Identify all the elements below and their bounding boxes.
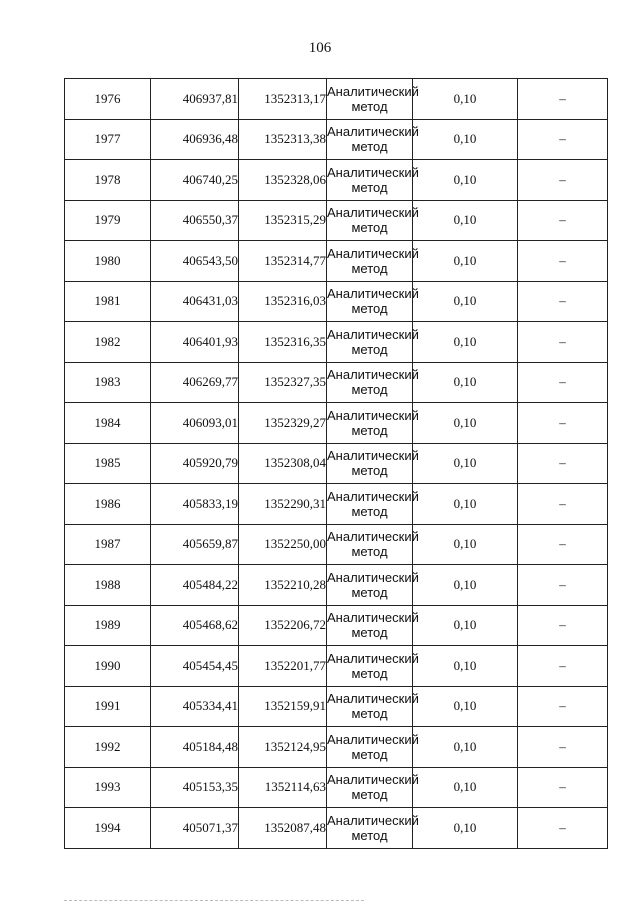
method-cell: [327, 524, 419, 565]
note-cell: –: [518, 524, 608, 565]
method-label-line1: Аналитический: [327, 407, 419, 423]
method-cell: [327, 160, 419, 201]
method-cell: [327, 403, 419, 444]
x-coordinate-cell: 406401,93: [151, 322, 239, 363]
table-row: [65, 403, 608, 444]
point-number-cell: 1989: [65, 605, 151, 646]
note-cell: –: [518, 484, 608, 525]
method-label-line2: метод: [351, 787, 388, 803]
note-cell: –: [518, 322, 608, 363]
method-label-line1: Аналитический: [327, 245, 419, 261]
point-number-cell: 1992: [65, 727, 151, 768]
y-coordinate-cell: 1352316,35: [239, 322, 327, 363]
point-number-cell: 1987: [65, 524, 151, 565]
note-cell: –: [518, 119, 608, 160]
accuracy-cell: 0,10: [413, 808, 518, 849]
method-cell: [327, 605, 419, 646]
table-row: [65, 686, 608, 727]
method-label-line1: Аналитический: [327, 488, 419, 504]
accuracy-cell: 0,10: [413, 241, 518, 282]
method-label-line1: Аналитический: [327, 83, 419, 99]
method-label-line2: метод: [351, 827, 388, 843]
accuracy-cell: 0,10: [413, 403, 518, 444]
x-coordinate-cell: 406269,77: [151, 362, 239, 403]
method-label-line2: метод: [351, 544, 388, 560]
point-number-cell: 1981: [65, 281, 151, 322]
point-number-cell: 1980: [65, 241, 151, 282]
method-label-line2: метод: [351, 98, 388, 114]
point-number-cell: 1983: [65, 362, 151, 403]
method-label-line1: Аналитический: [327, 205, 419, 221]
note-cell: –: [518, 362, 608, 403]
method-cell: [327, 443, 419, 484]
accuracy-cell: 0,10: [413, 322, 518, 363]
x-coordinate-cell: 406550,37: [151, 200, 239, 241]
x-coordinate-cell: 406937,81: [151, 79, 239, 120]
point-number-cell: 1991: [65, 686, 151, 727]
accuracy-cell: 0,10: [413, 565, 518, 606]
table-row: [65, 362, 608, 403]
method-label-line1: Аналитический: [327, 772, 419, 788]
scan-edge-line: [64, 900, 364, 902]
accuracy-cell: 0,10: [413, 767, 518, 808]
method-label-line1: Аналитический: [327, 610, 419, 626]
point-number-cell: 1985: [65, 443, 151, 484]
note-cell: –: [518, 646, 608, 687]
table-row: [65, 119, 608, 160]
method-label-line1: Аналитический: [327, 286, 419, 302]
table-row: [65, 241, 608, 282]
note-cell: –: [518, 443, 608, 484]
point-number-cell: 1986: [65, 484, 151, 525]
method-label-line1: Аналитический: [327, 691, 419, 707]
accuracy-cell: 0,10: [413, 727, 518, 768]
x-coordinate-cell: 405833,19: [151, 484, 239, 525]
x-coordinate-cell: 406740,25: [151, 160, 239, 201]
method-label-line2: метод: [351, 625, 388, 641]
x-coordinate-cell: 405153,35: [151, 767, 239, 808]
method-cell: [327, 119, 419, 160]
x-coordinate-cell: 405920,79: [151, 443, 239, 484]
y-coordinate-cell: 1352316,03: [239, 281, 327, 322]
method-label-line1: Аналитический: [327, 650, 419, 666]
note-cell: –: [518, 200, 608, 241]
method-cell: [327, 808, 419, 849]
point-number-cell: 1976: [65, 79, 151, 120]
y-coordinate-cell: 1352315,29: [239, 200, 327, 241]
method-cell: [327, 484, 419, 525]
method-cell: [327, 565, 419, 606]
point-number-cell: 1993: [65, 767, 151, 808]
method-label-line1: Аналитический: [327, 812, 419, 828]
y-coordinate-cell: 1352313,17: [239, 79, 327, 120]
method-cell: [327, 727, 419, 768]
note-cell: –: [518, 605, 608, 646]
note-cell: –: [518, 808, 608, 849]
note-cell: –: [518, 403, 608, 444]
accuracy-cell: 0,10: [413, 686, 518, 727]
method-label-line1: Аналитический: [327, 124, 419, 140]
method-label-line2: метод: [351, 260, 388, 276]
method-label-line2: метод: [351, 220, 388, 236]
point-number-cell: 1978: [65, 160, 151, 201]
y-coordinate-cell: 1352308,04: [239, 443, 327, 484]
method-cell: [327, 200, 419, 241]
x-coordinate-cell: 405184,48: [151, 727, 239, 768]
note-cell: –: [518, 767, 608, 808]
note-cell: –: [518, 241, 608, 282]
method-cell: [327, 322, 419, 363]
x-coordinate-cell: 405484,22: [151, 565, 239, 606]
table-row: [65, 727, 608, 768]
accuracy-cell: 0,10: [413, 79, 518, 120]
y-coordinate-cell: 1352206,72: [239, 605, 327, 646]
table-row: [65, 79, 608, 120]
method-label-line1: Аналитический: [327, 529, 419, 545]
table-row: [65, 322, 608, 363]
x-coordinate-cell: 405659,87: [151, 524, 239, 565]
method-label-line2: метод: [351, 422, 388, 438]
point-number-cell: 1990: [65, 646, 151, 687]
page-number: 106: [308, 40, 332, 56]
x-coordinate-cell: 406936,48: [151, 119, 239, 160]
y-coordinate-cell: 1352201,77: [239, 646, 327, 687]
table-row: [65, 524, 608, 565]
method-cell: [327, 362, 419, 403]
y-coordinate-cell: 1352124,95: [239, 727, 327, 768]
method-label-line1: Аналитический: [327, 731, 419, 747]
method-label-line2: метод: [351, 179, 388, 195]
accuracy-cell: 0,10: [413, 119, 518, 160]
method-label-line2: метод: [351, 503, 388, 519]
method-cell: [327, 241, 419, 282]
method-label-line2: метод: [351, 463, 388, 479]
y-coordinate-cell: 1352329,27: [239, 403, 327, 444]
y-coordinate-cell: 1352290,31: [239, 484, 327, 525]
coordinates-table-container: [64, 78, 607, 849]
accuracy-cell: 0,10: [413, 200, 518, 241]
accuracy-cell: 0,10: [413, 605, 518, 646]
table-row: [65, 200, 608, 241]
y-coordinate-cell: 1352250,00: [239, 524, 327, 565]
method-label-line1: Аналитический: [327, 569, 419, 585]
x-coordinate-cell: 406543,50: [151, 241, 239, 282]
method-label-line1: Аналитический: [327, 164, 419, 180]
accuracy-cell: 0,10: [413, 524, 518, 565]
x-coordinate-cell: 406093,01: [151, 403, 239, 444]
method-cell: [327, 281, 419, 322]
y-coordinate-cell: 1352210,28: [239, 565, 327, 606]
point-number-cell: 1994: [65, 808, 151, 849]
table-row: [65, 281, 608, 322]
point-number-cell: 1977: [65, 119, 151, 160]
note-cell: –: [518, 160, 608, 201]
point-number-cell: 1988: [65, 565, 151, 606]
table-body: [65, 79, 608, 849]
method-label-line2: метод: [351, 746, 388, 762]
y-coordinate-cell: 1352087,48: [239, 808, 327, 849]
table-row: [65, 808, 608, 849]
note-cell: –: [518, 79, 608, 120]
accuracy-cell: 0,10: [413, 160, 518, 201]
point-number-cell: 1982: [65, 322, 151, 363]
method-label-line2: метод: [351, 584, 388, 600]
note-cell: –: [518, 281, 608, 322]
method-label-line2: метод: [351, 139, 388, 155]
y-coordinate-cell: 1352314,77: [239, 241, 327, 282]
point-number-cell: 1979: [65, 200, 151, 241]
x-coordinate-cell: 405468,62: [151, 605, 239, 646]
method-label-line2: метод: [351, 301, 388, 317]
method-cell: [327, 79, 419, 120]
method-cell: [327, 767, 419, 808]
method-label-line1: Аналитический: [327, 448, 419, 464]
accuracy-cell: 0,10: [413, 443, 518, 484]
method-label-line2: метод: [351, 706, 388, 722]
table-row: [65, 605, 608, 646]
y-coordinate-cell: 1352114,63: [239, 767, 327, 808]
table-row: [65, 565, 608, 606]
note-cell: –: [518, 686, 608, 727]
method-label-line2: метод: [351, 341, 388, 357]
table-row: [65, 767, 608, 808]
y-coordinate-cell: 1352327,35: [239, 362, 327, 403]
note-cell: –: [518, 727, 608, 768]
x-coordinate-cell: 405071,37: [151, 808, 239, 849]
point-number-cell: 1984: [65, 403, 151, 444]
x-coordinate-cell: 405334,41: [151, 686, 239, 727]
method-cell: [327, 686, 419, 727]
table-row: [65, 484, 608, 525]
method-label-line1: Аналитический: [327, 326, 419, 342]
accuracy-cell: 0,10: [413, 362, 518, 403]
method-label-line2: метод: [351, 382, 388, 398]
note-cell: –: [518, 565, 608, 606]
coordinates-table: [64, 78, 608, 849]
method-label-line1: Аналитический: [327, 367, 419, 383]
y-coordinate-cell: 1352159,91: [239, 686, 327, 727]
table-row: [65, 443, 608, 484]
x-coordinate-cell: 405454,45: [151, 646, 239, 687]
table-row: [65, 160, 608, 201]
accuracy-cell: 0,10: [413, 646, 518, 687]
x-coordinate-cell: 406431,03: [151, 281, 239, 322]
table-row: [65, 646, 608, 687]
method-label-line2: метод: [351, 665, 388, 681]
accuracy-cell: 0,10: [413, 484, 518, 525]
y-coordinate-cell: 1352328,06: [239, 160, 327, 201]
accuracy-cell: 0,10: [413, 281, 518, 322]
y-coordinate-cell: 1352313,38: [239, 119, 327, 160]
method-cell: [327, 646, 419, 687]
